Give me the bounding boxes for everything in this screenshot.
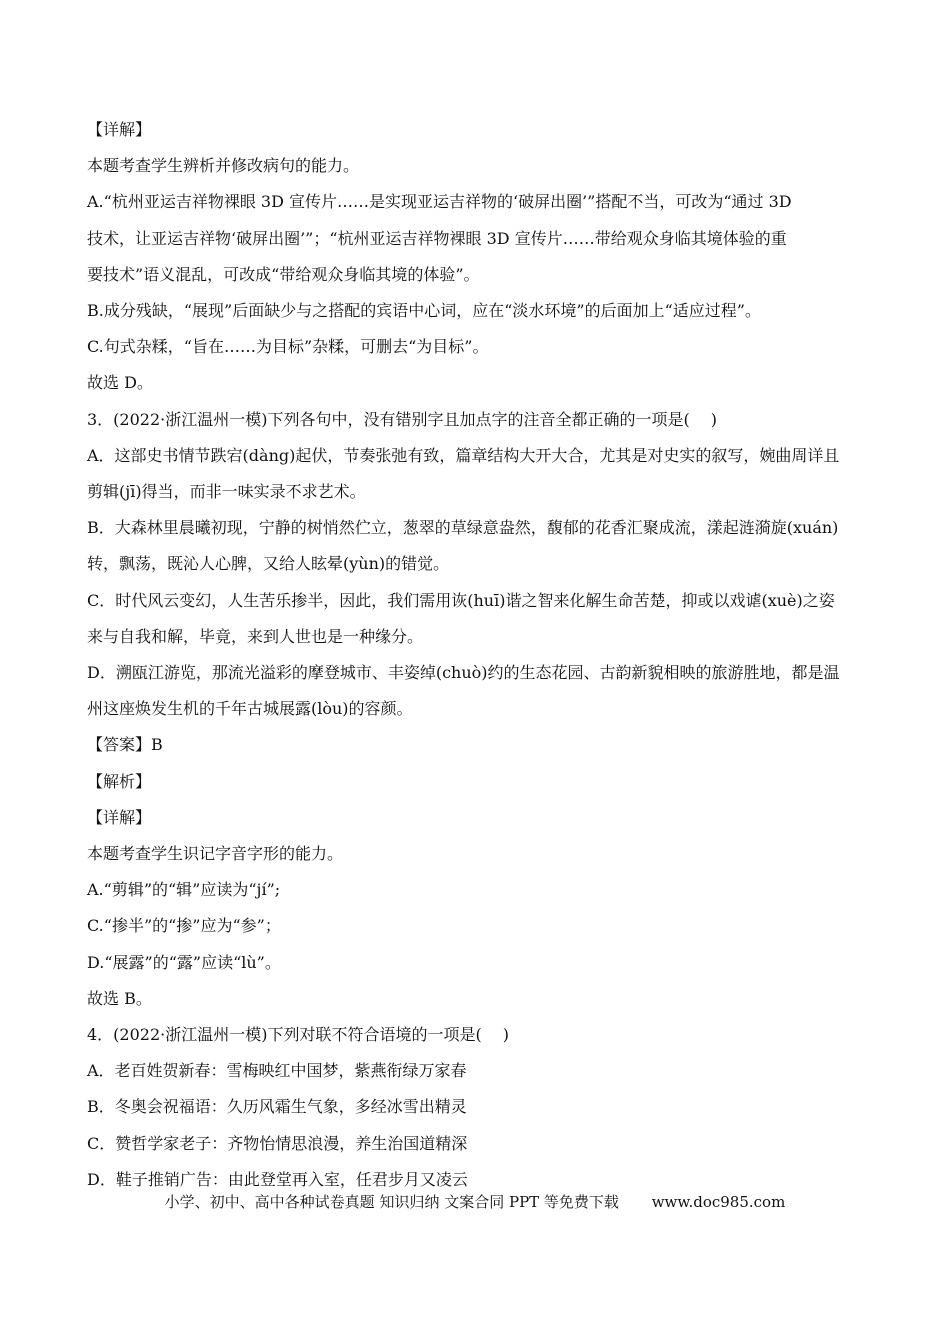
paragraph: A.“杭州亚运吉祥物裸眼 3D 宣传片……是实现亚运吉祥物的‘破屏出圈’”搭配不当，可改为“通过 3D — [87, 192, 792, 212]
answer-choice: 故选 D。 — [87, 373, 153, 393]
paragraph: 本题考查学生识记字音字形的能力。 — [87, 844, 344, 864]
question-3: 3．(2022·浙江温州一模)下列各句中，没有错别字且加点字的注音全都正确的一项是( ) — [87, 409, 718, 429]
answer-choice: 故选 B。 — [87, 988, 152, 1008]
option-c: C．时代风云变幻，人生苦乐掺半，因此，我们需用诙(huī)谐之智来化解生命苦楚，抑或以戏谑(xuè)之姿 — [87, 590, 835, 610]
option-a: A．这部史书情节跌宕(dàng)起伏，节奏张弛有致，篇章结构大开大合，尤其是对史实的叙写，婉曲周详且 — [87, 445, 840, 465]
option-c: C．赞哲学家老子：齐物怡情思浪漫，养生治国道精深 — [87, 1133, 468, 1153]
option-a: A．老百姓贺新春：雪梅映红中国梦，紫燕衔绿万家春 — [87, 1061, 467, 1081]
paragraph: D.“展露”的“露”应读“lù”。 — [87, 952, 281, 972]
paragraph: 技术，让亚运吉祥物‘破屏出圈’”；“杭州亚运吉祥物裸眼 3D 宣传片……带给观众身临其境体验的重 — [87, 228, 787, 248]
option-b: B．大森林里晨曦初现，宁静的树悄然伫立，葱翠的草绿意盎然，馥郁的花香汇聚成流，漾起涟漪旋(xuán) — [87, 518, 839, 538]
page-footer — [0, 1191, 950, 1212]
paragraph: C.句式杂糅，“旨在……为目标”杂糅，可删去“为目标”。 — [87, 337, 489, 357]
analysis-label: 【解析】 — [87, 771, 152, 791]
heading-detail: 【详解】 — [87, 807, 152, 827]
heading-detail: 【详解】 — [87, 120, 152, 139]
option-d: D．溯瓯江游览，那流光溢彩的摩登城市、丰姿绰(chuò)约的生态花园、古韵新貌相映的旅游胜地，都是温 — [87, 663, 840, 683]
footer-site-link[interactable]: www.doc985.com — [651, 1193, 786, 1211]
paragraph: B.成分残缺，“展现”后面缺少与之搭配的宾语中心词，应在“淡水环境”的后面加上“适应过程”。 — [87, 301, 761, 321]
footer-text: 小学、初中、高中各种试卷真题 知识归纳 文案合同 PPT 等免费下载 — [164, 1193, 619, 1211]
paragraph: 本题考查学生辨析并修改病句的能力。 — [87, 156, 360, 176]
option-d-cont: 州这座焕发生机的千年古城展露(lòu)的容颜。 — [87, 699, 413, 719]
option-b-cont: 转，飘荡，既沁人心脾，又给人眩晕(yùn)的错觉。 — [87, 554, 450, 574]
paragraph: C.“掺半”的“掺”应为“参”； — [87, 916, 281, 936]
option-b: B．冬奥会祝福语：久历风霜生气象，多经冰雪出精灵 — [87, 1097, 467, 1117]
option-d: D．鞋子推销广告：由此登堂再入室，任君步月又凌云 — [87, 1169, 468, 1189]
paragraph: A.“剪辑”的“辑”应读为“jí”; — [87, 880, 281, 900]
paragraph: 要技术”语义混乱，可改成“带给观众身临其境的体验”。 — [87, 264, 480, 284]
option-c-cont: 来与自我和解，毕竟，来到人世也是一种缘分。 — [87, 626, 424, 646]
question-4: 4．(2022·浙江温州一模)下列对联不符合语境的一项是( ) — [87, 1025, 510, 1045]
option-a-cont: 剪辑(jī)得当，而非一味实录不求艺术。 — [87, 482, 366, 502]
answer-label: 【答案】B — [87, 735, 163, 755]
document-body — [87, 112, 877, 1198]
